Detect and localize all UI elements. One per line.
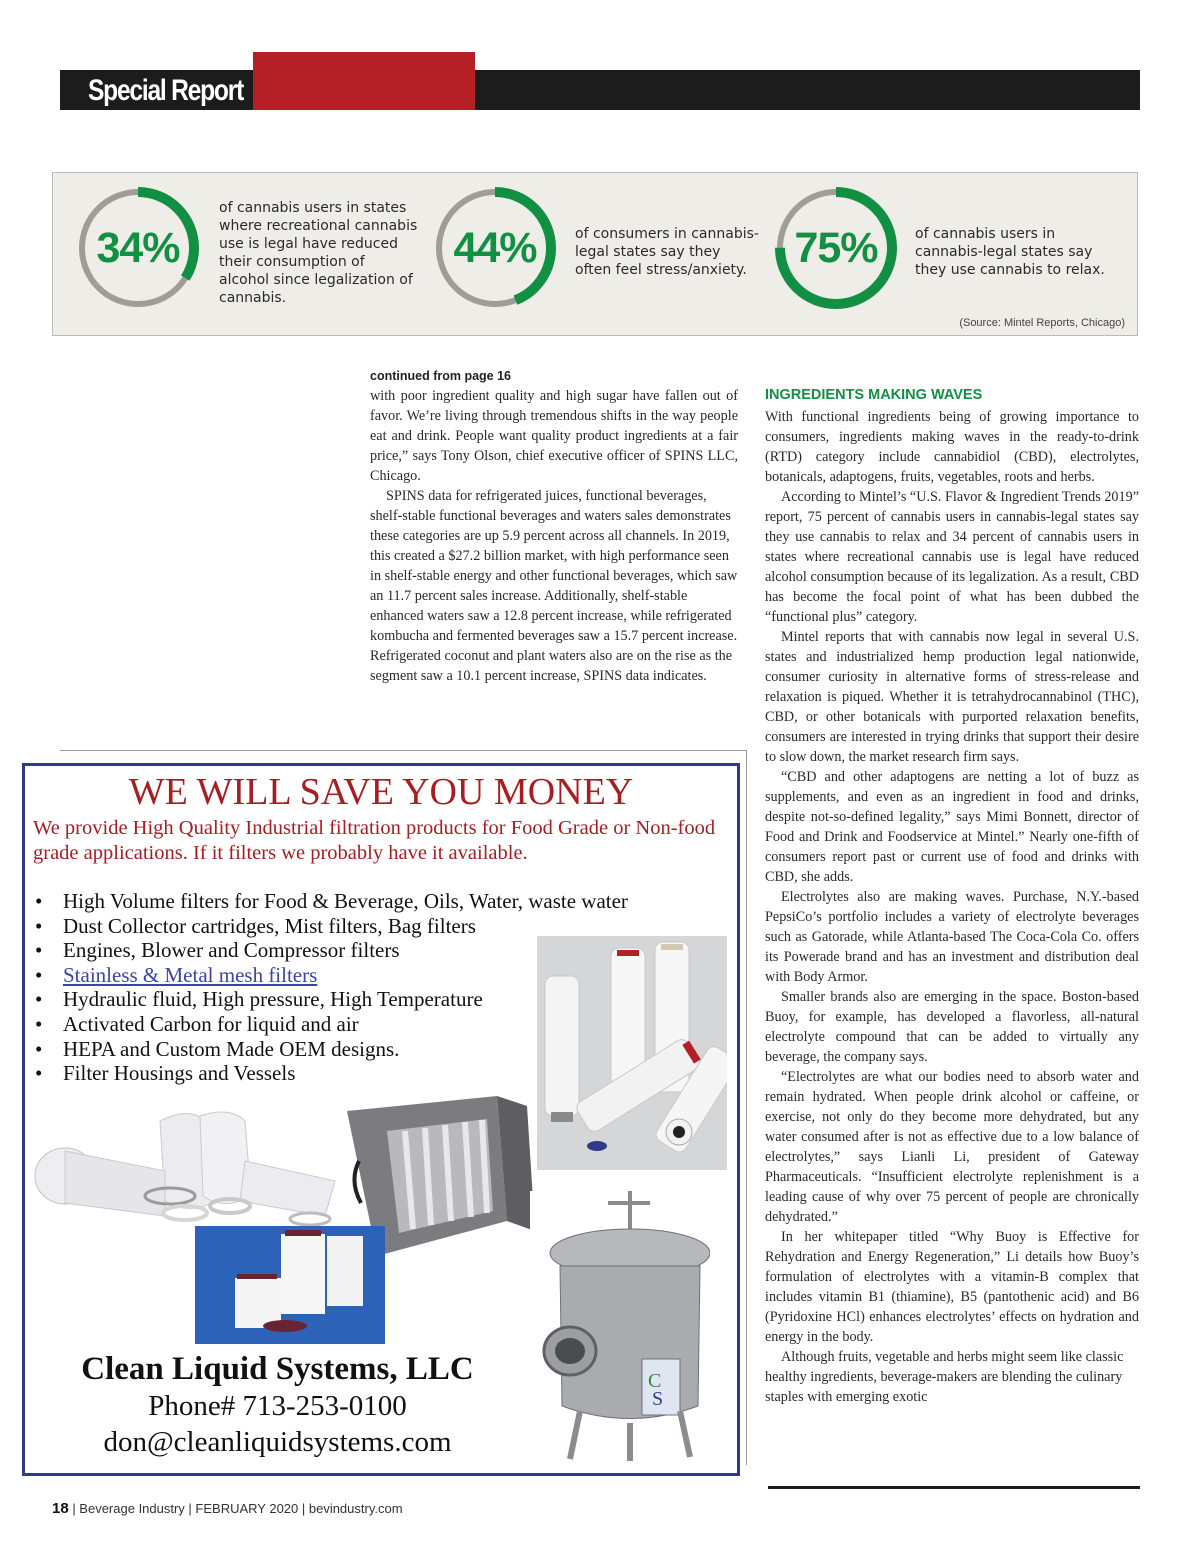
- stat-value-1: 34%: [96, 224, 180, 272]
- paragraph: Although fruits, vegetable and herbs might seem like classic healthy ingredients, beverage-makers are blending the culinary staples with emerging exotic: [765, 1349, 1124, 1405]
- paragraph: In her whitepaper titled “Why Buoy is Effective for Rehydration and Energy Regeneration,” Li details how Buoy’s formulation of electrolytes with a vitamin-B complex that includes vitamin B1 (thiamine), B5 (pantothenic acid) and B6 (Pyridoxine HCl) enhances electrolytes’ effects on hydration and energy in the body.: [765, 1229, 1139, 1345]
- footer-text: | Beverage Industry | FEBRUARY 2020 | bevindustry.com: [72, 1501, 403, 1516]
- footer-rule: [768, 1486, 1140, 1489]
- ad-company-name: Clean Liquid Systems, LLC: [81, 1351, 474, 1387]
- metal-mesh-link[interactable]: Stainless & Metal mesh filters: [63, 962, 318, 987]
- stats-panel: [52, 172, 1138, 336]
- list-item: • Engines, Blower and Compressor filters: [33, 938, 628, 963]
- ad-email-link[interactable]: don@cleanliquidsystems.com: [103, 1426, 452, 1458]
- list-item: • Activated Carbon for liquid and air: [33, 1012, 628, 1037]
- header-red-accent: [253, 52, 475, 110]
- paragraph: “CBD and other adaptogens are netting a lot of buzz as supplements, and even as an ingredient in food and drinks, despite not-so-defined legality,” says Mimi Bonnett, director of Food and Drink and Foodservice at Mintel.” Nearly one-fifth of consumers report past or current use of food and drinks with CBD, she adds.: [765, 769, 1139, 885]
- svg-text:C: C: [648, 1370, 662, 1392]
- paragraph: with poor ingredient quality and high sugar have fallen out of favor. We’re living through tremendous shifts in the way people eat and drink. People want quality product ingredients at a fair price,” says Tony Olson, chief executive officer of SPINS LLC, Chicago.: [370, 388, 738, 484]
- ad-headline: WE WILL SAVE YOU MONEY: [128, 771, 634, 813]
- paragraph: According to Mintel’s “U.S. Flavor & Ingredient Trends 2019” report, 75 percent of cannabis users in cannabis-legal states say they use cannabis to relax and 34 percent of cannabis users in states where recreational cannabis use is legal have reduced alcohol consumption because of its legalization. As a result, CBD has become the focal point of what has been dubbed the “functional plus” category.: [765, 489, 1139, 625]
- section-heading: INGREDIENTS MAKING WAVES: [765, 387, 983, 403]
- ad-phone[interactable]: Phone# 713-253-0100: [148, 1390, 407, 1422]
- stat-value-2: 44%: [453, 224, 537, 272]
- list-item: • Hydraulic fluid, High pressure, High Temperature: [33, 987, 628, 1012]
- list-item: • Filter Housings and Vessels: [33, 1061, 628, 1086]
- list-item: • High Volume filters for Food & Beverage, Oils, Water, waste water: [33, 889, 628, 914]
- stats-source: (Source: Mintel Reports, Chicago): [959, 317, 1125, 329]
- stat-text-2: of consumers in cannabis- legal states say they often feel stress/anxiety.: [575, 226, 759, 278]
- ad-subhead: We provide High Quality Industrial filtration products for Food Grade or Non-food grade applications. If it filters we probably have it available.: [33, 817, 716, 864]
- section-label: Special Report: [88, 74, 244, 107]
- paragraph: SPINS data for refrigerated juices, functional beverages, shelf-stable functional beverages and waters sales demonstrates these categories are up 5.9 percent across all channels. In 2019, this created a $27.2 billion market, with high performance seen in shelf-stable energy and other functional beverages, which saw an 11.7 percent sales increase. Additionally, shelf-stable enhanced waters saw a 12.8 percent increase, while refrigerated kombucha and fermented beverages saw a 15.7 percent increase. Refrigerated coconut and plant waters also are on the rise as the segment saw a 10.1 percent increase, SPINS data indicates.: [370, 488, 738, 684]
- list-item: • Dust Collector cartridges, Mist filters, Bag filters: [33, 914, 628, 939]
- article-left-column: [370, 366, 738, 686]
- stat-text-1: of cannabis users in states where recreational cannabis use is legal have reduced their consumption of alcohol since legalization of cannabis.: [219, 200, 418, 306]
- paragraph: Electrolytes also are making waves. Purchase, N.Y.-based PepsiCo’s portfolio includes a variety of electrolyte beverages such as Gatorade, while Atlanta-based The Coca-Cola Co. offers its Powerade brand and has an investment and distribution deal with Body Armor.: [765, 889, 1139, 985]
- filter-housing-image: [530, 1191, 710, 1461]
- article-right-column: [765, 384, 1139, 1407]
- advertisement[interactable]: [22, 763, 740, 1476]
- stat-text-3: of cannabis users in cannabis-legal states say they use cannabis to relax.: [915, 226, 1105, 278]
- stat-ring-2: [434, 187, 556, 309]
- paragraph: With functional ingredients being of growing importance to consumers, ingredients making waves in the ready-to-drink (RTD) category include cannabidiol (CBD), electrolytes, botanicals, adaptogens, fruits, vegetables, roots and herbs.: [765, 409, 1139, 485]
- divider: [60, 750, 747, 751]
- list-item: • HEPA and Custom Made OEM designs.: [33, 1037, 628, 1062]
- svg-text:S: S: [652, 1388, 664, 1410]
- continued-label: continued from page 16: [370, 369, 511, 383]
- stat-ring-3: [775, 187, 897, 309]
- bag-filters-image: [25, 1101, 345, 1226]
- page-footer: [52, 1500, 403, 1517]
- cartridge-filters-image: [537, 936, 727, 1170]
- page-number: 18: [52, 1500, 69, 1517]
- paragraph: Mintel reports that with cannabis now legal in several U.S. states and industrialized hemp production legal nationwide, consumer curiosity in alternative forms of stress-release and relaxation is piqued. Whether it is tetrahydrocannabinol (THC), CBD, or other botanicals with purported relaxation benefits, consumers are interested in trying drinks that support their desire to slow down, the market research firm says.: [765, 629, 1139, 765]
- paragraph: Smaller brands also are emerging in the space. Boston-based Buoy, for example, has developed a flavorless, all-natural electrolyte compound that can be added to virtually any beverage, the company says.: [765, 989, 1139, 1065]
- paragraph: “Electrolytes are what our bodies need to absorb water and remain hydrated. When people drink alcohol or caffeine, or exercise, not only do they become more dehydrated, but any water consumed after is not as effective due to a low balance of electrolytes,” says Lianli Li, president of Gateway Pharmaceuticals. “Insufficient electrolyte replenishment is a leading cause of why over 75 percent of people are chronically dehydrated.”: [765, 1069, 1139, 1225]
- stat-value-3: 75%: [794, 224, 878, 272]
- stat-ring-1: [77, 187, 199, 309]
- column-divider: [746, 750, 747, 1465]
- pleated-cartridges-image: [195, 1226, 385, 1344]
